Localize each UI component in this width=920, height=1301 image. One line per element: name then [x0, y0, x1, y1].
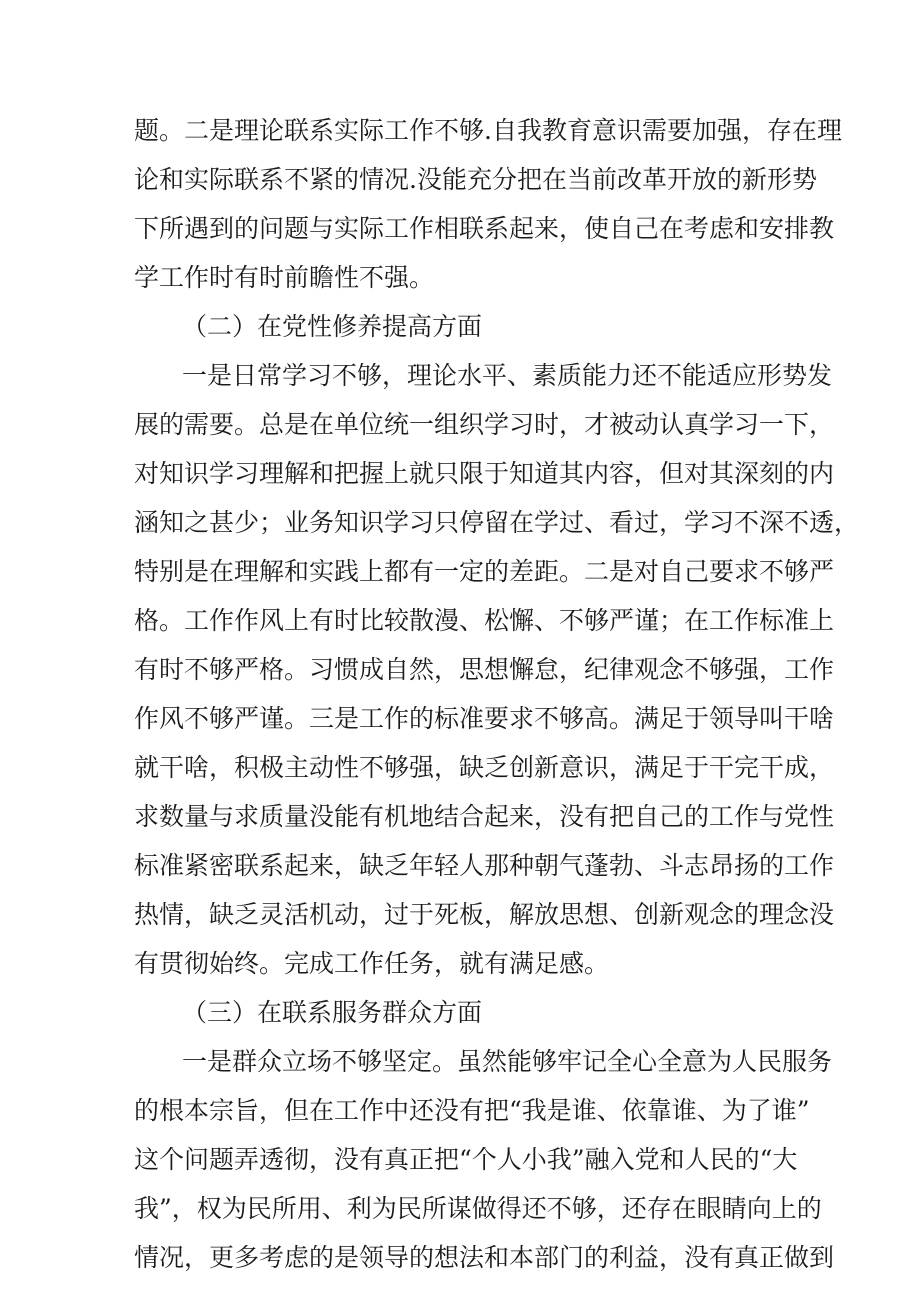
text-line: 学工作时有时前瞻性不强。 — [134, 263, 435, 292]
text-line: 的根本宗旨，但在工作中还没有把“我是谁、依靠谁、为了谁” — [134, 1096, 810, 1125]
text-line: 题。二是理论联系实际工作不够.自我教育意识需要加强，存在理 — [134, 116, 842, 145]
text-line: 情况，更多考虑的是领导的想法和本部门的利益，没有真正做到 — [134, 1243, 835, 1272]
text-line: 标准紧密联系起来，缺乏年轻人那种朝气蓬勃、斗志昂扬的工作 — [134, 851, 835, 880]
text-line: 格。工作作风上有时比较散漫、松懈、不够严谨；在工作标准上 — [134, 606, 835, 635]
text-line: 这个问题弄透彻，没有真正把“个人小我”融入党和人民的“大 — [134, 1145, 798, 1174]
text-line: 一是日常学习不够，理论水平、素质能力还不能适应形势发 — [182, 361, 833, 390]
text-line: 特别是在理解和实践上都有一定的差距。二是对自己要求不够严 — [134, 557, 835, 586]
text-line: 热情，缺乏灵活机动，过于死板，解放思想、创新观念的理念没 — [134, 900, 835, 929]
text-line: 有时不够严格。习惯成自然，思想懈怠，纪律观念不够强，工作 — [134, 655, 835, 684]
text-line: 下所遇到的问题与实际工作相联系起来，使自己在考虑和安排教 — [134, 214, 835, 243]
section-heading: （三）在联系服务群众方面 — [182, 998, 483, 1027]
text-line: 作风不够严谨。三是工作的标准要求不够高。满足于领导叫干啥 — [134, 704, 835, 733]
text-line: 对知识学习理解和把握上就只限于知道其内容，但对其深刻的内 — [134, 459, 835, 488]
text-line: 求数量与求质量没能有机地结合起来，没有把自己的工作与党性 — [134, 802, 835, 831]
text-line: 一是群众立场不够坚定。虽然能够牢记全心全意为人民服务 — [182, 1047, 833, 1076]
text-line: 涵知之甚少；业务知识学习只停留在学过、看过，学习不深不透， — [134, 508, 860, 537]
text-line: 我”，权为民所用、利为民所谋做得还不够，还存在眼睛向上的 — [134, 1194, 822, 1223]
section-heading: （二）在党性修养提高方面 — [182, 312, 483, 341]
text-line: 就干啥，积极主动性不够强，缺乏创新意识，满足于干完干成， — [134, 753, 835, 782]
text-line: 展的需要。总是在单位统一组织学习时，才被动认真学习一下， — [134, 410, 835, 439]
text-line: 论和实际联系不紧的情况.没能充分把在当前改革开放的新形势 — [134, 165, 817, 194]
text-line: 有贯彻始终。完成工作任务，就有满足感。 — [134, 949, 610, 978]
